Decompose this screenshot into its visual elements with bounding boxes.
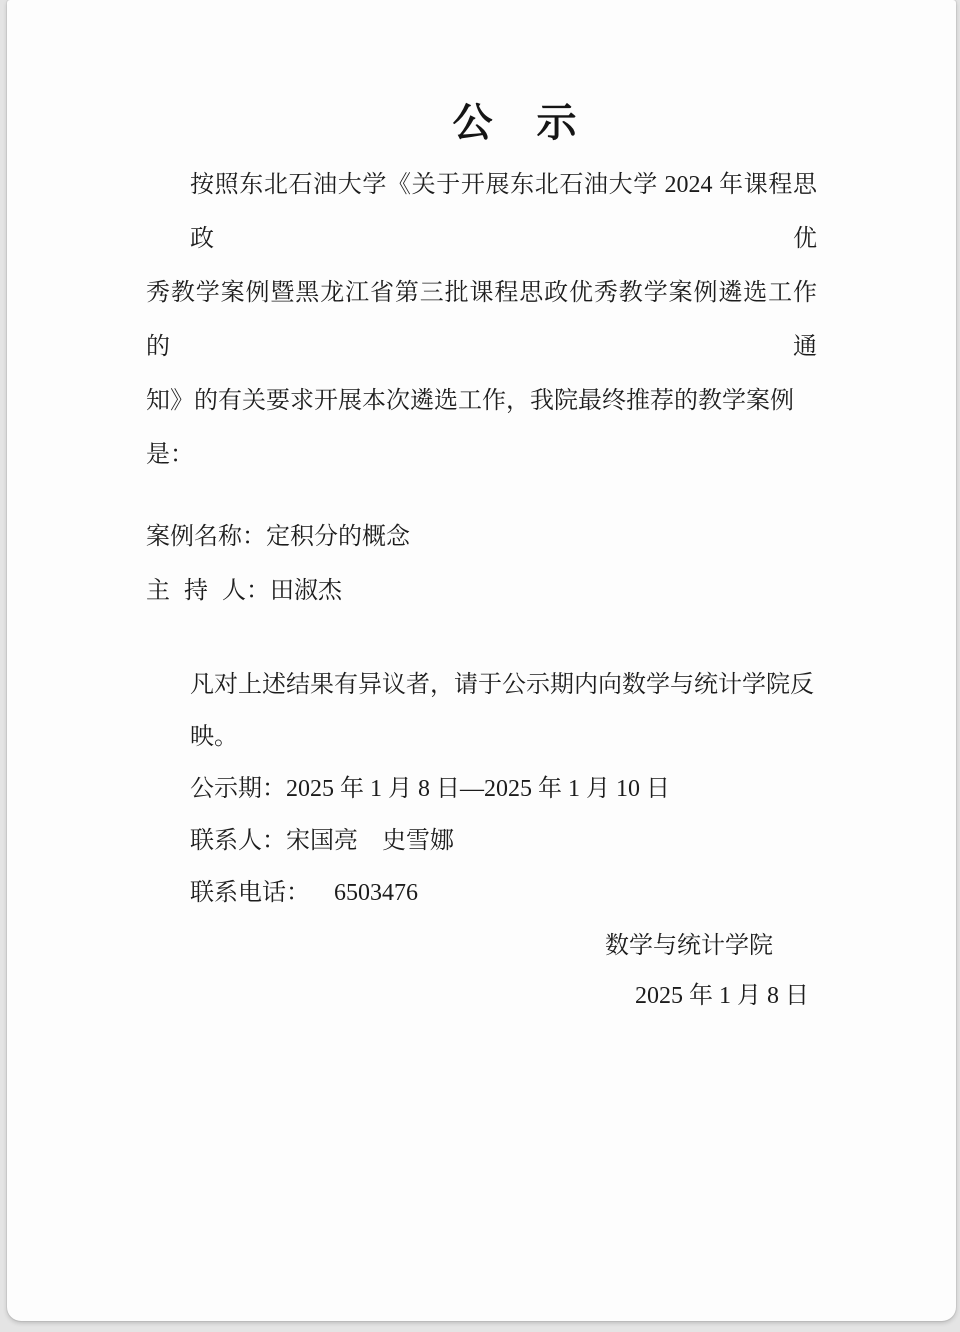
phone-value: 6503476 — [334, 880, 418, 906]
publicity-period-label: 公示期： — [190, 776, 286, 802]
objection-note: 凡对上述结果有异议者，请于公示期内向数学与统计学院反映。 — [190, 672, 814, 750]
host-value: 田淑杰 — [270, 578, 342, 604]
signature-org: 数学与统计学院 — [605, 933, 773, 959]
phone-label: 联系电话： — [190, 880, 310, 906]
host-label: 主 持 人： — [146, 578, 270, 604]
publicity-period-value: 2025 年 1 月 8 日—2025 年 1 月 10 日 — [286, 776, 670, 802]
page-title: 公 示 — [452, 100, 579, 145]
intro-line-2: 秀教学案例暨黑龙江省第三批课程思政优秀教学案例遴选工作的通 — [146, 280, 817, 360]
publicity-period-row — [146, 763, 817, 815]
case-name-label: 案例名称： — [146, 524, 266, 550]
case-block — [146, 510, 817, 618]
host-row — [146, 564, 817, 618]
case-name-row — [146, 510, 817, 564]
document-content — [7, 100, 956, 1021]
phone-row — [146, 867, 817, 919]
signature-date: 2025 年 1 月 8 日 — [635, 983, 809, 1009]
contact-row — [146, 815, 817, 867]
document-card — [7, 0, 956, 1321]
case-name-value: 定积分的概念 — [266, 524, 410, 550]
intro-line-1: 按照东北石油大学《关于开展东北石油大学 2024 年课程思政优 — [190, 172, 817, 252]
signature-block — [146, 921, 817, 1021]
contact-label: 联系人： — [190, 828, 286, 854]
intro-paragraph — [146, 158, 817, 482]
contact-value: 宋国亮 史雪娜 — [286, 828, 454, 854]
notice-block — [146, 659, 817, 919]
intro-line-3: 知》的有关要求开展本次遴选工作，我院最终推荐的教学案例是： — [146, 388, 794, 468]
